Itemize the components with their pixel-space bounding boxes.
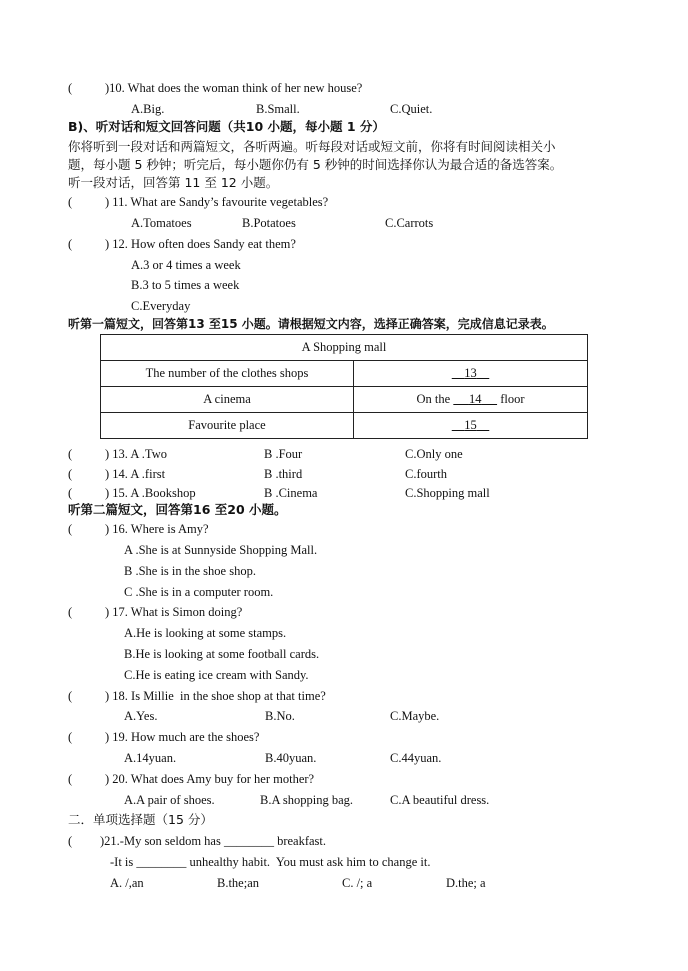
row-suffix: floor xyxy=(500,392,525,406)
answer-bracket: ( xyxy=(68,522,73,536)
table-row xyxy=(101,387,588,413)
q10-option-a: A.Big. xyxy=(131,102,165,116)
answer-bracket: ( xyxy=(68,834,73,848)
answer-bracket: ( xyxy=(68,772,73,786)
row-value xyxy=(354,387,588,413)
row-label: A cinema xyxy=(101,387,354,413)
answer-bracket: ( xyxy=(68,605,73,619)
row-value xyxy=(354,413,588,439)
question-19: ) 19. How much are the shoes? xyxy=(105,730,260,744)
q11-option-a: A.Tomatoes xyxy=(131,216,192,230)
q11-option-c: C.Carrots xyxy=(385,216,434,230)
q10-option-c: C.Quiet. xyxy=(390,102,433,116)
q17-option-a: A.He is looking at some stamps. xyxy=(124,626,287,640)
question-12: ) 12. How often does Sandy eat them? xyxy=(105,237,296,251)
question-17: ) 17. What is Simon doing? xyxy=(105,605,243,619)
row-prefix: On the xyxy=(416,392,451,406)
answer-bracket: ( xyxy=(68,81,73,95)
answer-bracket: ( xyxy=(68,195,73,209)
q21-option-a: A. /,an xyxy=(110,876,144,890)
blank-14: 14 xyxy=(468,392,482,406)
q12-option-b: B.3 to 5 times a week xyxy=(131,278,240,292)
q18-option-c: C.Maybe. xyxy=(390,709,440,723)
q14-option-b: B .third xyxy=(264,467,303,481)
q10-option-b: B.Small. xyxy=(256,102,300,116)
q18-option-b: B.No. xyxy=(265,709,295,723)
question-10: )10. What does the woman think of her new house? xyxy=(105,81,363,95)
question-16: ) 16. Where is Amy? xyxy=(105,522,209,536)
question-11: ) 11. What are Sandy’s favourite vegetables? xyxy=(105,195,329,209)
passage-2-title: 听第二篇短文，回答第16 至20 小题。 xyxy=(68,502,287,517)
q17-option-b: B.He is looking at some football cards. xyxy=(124,647,320,661)
row-value xyxy=(354,361,588,387)
q16-option-a: A .She is at Sunnyside Shopping Mall. xyxy=(124,543,318,557)
section-b-title: B)、听对话和短文回答问题（共10 小题，每小题 1 分） xyxy=(68,119,385,134)
q16-option-c: C .She is in a computer room. xyxy=(124,585,274,599)
answer-bracket: ( xyxy=(68,467,73,481)
question-21: )21.-My son seldom has ________ breakfast. xyxy=(100,834,327,848)
q15-option-b: B .Cinema xyxy=(264,486,318,500)
section-2-title: 二．单项选择题（15 分） xyxy=(68,812,213,827)
question-20: ) 20. What does Amy buy for her mother? xyxy=(105,772,315,786)
answer-bracket: ( xyxy=(68,486,73,500)
q16-option-b: B .She is in the shoe shop. xyxy=(124,564,256,578)
section-b-intro-1: 你将听到一段对话和两篇短文，各听两遍。听每段对话或短文前，你将有时间阅读相关小 xyxy=(68,139,556,154)
q21-option-d: D.the; a xyxy=(446,876,486,890)
table-header: A Shopping mall xyxy=(101,335,588,361)
q20-option-a: A.A pair of shoes. xyxy=(124,793,215,807)
question-21-line-2: -It is ________ unhealthy habit. You must ask him to change it. xyxy=(110,855,431,869)
q12-option-c: C.Everyday xyxy=(131,299,191,313)
question-18: ) 18. Is Millie in the shoe shop at that time? xyxy=(105,689,326,703)
q13-option-c: C.Only one xyxy=(405,447,463,461)
q14-option-c: C.fourth xyxy=(405,467,448,481)
q19-option-b: B.40yuan. xyxy=(265,751,317,765)
answer-bracket: ( xyxy=(68,689,73,703)
q21-option-b: B.the;an xyxy=(217,876,260,890)
q20-option-c: C.A beautiful dress. xyxy=(390,793,490,807)
q17-option-c: C.He is eating ice cream with Sandy. xyxy=(124,668,309,682)
question-14: ) 14. A .first xyxy=(105,467,166,481)
question-13: ) 13. A .Two xyxy=(105,447,167,461)
row-label: The number of the clothes shops xyxy=(101,361,354,387)
q19-option-c: C.44yuan. xyxy=(390,751,442,765)
q18-option-a: A.Yes. xyxy=(124,709,158,723)
q15-option-c: C.Shopping mall xyxy=(405,486,490,500)
q21-option-c: C. /; a xyxy=(342,876,373,890)
info-record-table xyxy=(100,334,588,439)
answer-bracket: ( xyxy=(68,237,73,251)
q20-option-b: B.A shopping bag. xyxy=(260,793,354,807)
section-b-intro-2: 题，每小题 5 秒钟；听完后，每小题你仍有 5 秒钟的时间选择你认为最合适的备选答案。 xyxy=(68,157,563,172)
blank-15: 15 xyxy=(464,418,477,432)
q19-option-a: A.14yuan. xyxy=(124,751,177,765)
q12-option-a: A.3 or 4 times a week xyxy=(131,258,241,272)
answer-bracket: ( xyxy=(68,447,73,461)
table-row xyxy=(101,413,588,439)
question-15: ) 15. A .Bookshop xyxy=(105,486,196,500)
q13-option-b: B .Four xyxy=(264,447,303,461)
blank-13: 13 xyxy=(464,366,477,380)
table-row xyxy=(101,361,588,387)
answer-bracket: ( xyxy=(68,730,73,744)
passage-1-title: 听第一篇短文，回答第13 至15 小题。请根据短文内容，选择正确答案，完成信息记录表。 xyxy=(68,317,554,331)
section-b-intro-3: 听一段对话，回答第 11 至 12 小题。 xyxy=(68,175,279,190)
row-label: Favourite place xyxy=(101,413,354,439)
q11-option-b: B.Potatoes xyxy=(242,216,296,230)
